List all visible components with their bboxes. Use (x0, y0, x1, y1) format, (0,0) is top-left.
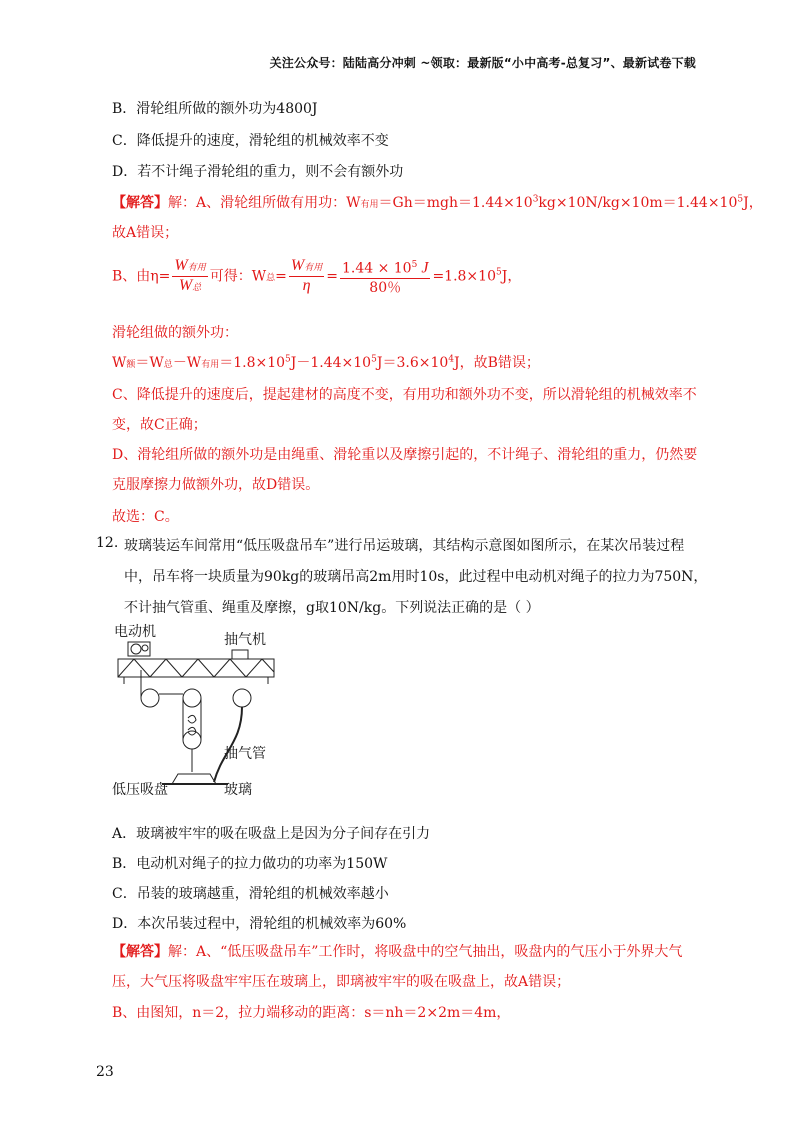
formula-text: B、由η= (112, 268, 171, 285)
q11-answer-d-2: 克服摩擦力做额外功，故D错误。 (112, 477, 320, 493)
formula-text: J， (501, 268, 522, 285)
subscript: 总 (163, 360, 173, 370)
q12-answer-b: B、由图知，n＝2，拉力端移动的距离：s＝nh＝2×2m＝4m， (112, 1005, 511, 1021)
formula-text: W (112, 355, 127, 371)
q11-extra-title: 滑轮组做的额外功： (112, 325, 238, 341)
superscript: 5 (411, 260, 418, 270)
formula-var: W (174, 256, 188, 274)
answer-tag: 【解答】 (112, 195, 168, 211)
suction-tube (214, 707, 242, 782)
formula-text: = (326, 268, 338, 285)
q12-stem-1: 玻璃装运车间常用“低压吸盘吊车”进行吊运玻璃，其结构示意图如图所示，在某次吊装过程 (124, 538, 685, 554)
subscript: 总 (266, 273, 276, 284)
subscript: 额 (126, 360, 136, 370)
fig-label-sucker: 低压吸盘 (112, 782, 168, 798)
q11-answer-b-formula (112, 256, 521, 297)
page-header: 关注公众号：陆陆高分冲刺 ~领取：最新版“小中高考-总复习”、最新试卷下载 (269, 56, 696, 70)
q12-answer-a-1 (112, 941, 682, 961)
superscript: 5 (285, 354, 291, 365)
formula-number: 80％ (369, 279, 402, 296)
formula-text: 可得：W (209, 268, 267, 285)
subscript: 有用 (187, 261, 206, 272)
q11-answer-a-end: 故A错误； (112, 225, 179, 241)
superscript: 5 (371, 354, 377, 365)
q12-option-a: A．玻璃被牢牢的吸在吸盘上是因为分子间存在引力 (112, 826, 431, 842)
q11-choice: 故选：C。 (112, 509, 179, 525)
answer-tag: 【解答】 (112, 944, 168, 960)
formula-unit: J (417, 259, 429, 277)
q11-option-d: D．若不计绳子滑轮组的重力，则不会有额外功 (112, 164, 404, 180)
q12-option-b: B．电动机对绳子的拉力做功的功率为150W (112, 856, 388, 872)
superscript: 5 (495, 267, 502, 278)
q12-stem-3: 不计抽气管重、绳重及摩擦，g取10N/kg。下列说法正确的是（ ） (124, 600, 540, 616)
fig-label-tube: 抽气管 (224, 746, 266, 762)
ans-text: J， (743, 195, 763, 211)
fraction-useful-over-total (172, 257, 207, 296)
subscript: 有用 (360, 200, 379, 210)
page-number: 23 (96, 1064, 114, 1080)
formula-number: 1.44 × 10 (341, 260, 412, 277)
formula-text: ＝1.8×10 (219, 355, 286, 371)
q11-extra-work (112, 352, 540, 372)
subscript: 有用 (304, 262, 323, 273)
fraction-numeric (340, 256, 430, 297)
ans-text: kg×10N/kg×10m＝1.44×10 (538, 195, 738, 211)
formula-text: －W (172, 355, 202, 371)
q11-option-c: C．降低提升的速度，滑轮组的机械效率不变 (112, 133, 389, 149)
q11-answer-a (112, 192, 763, 212)
subscript: 有用 (201, 360, 220, 370)
fig-label-motor: 电动机 (114, 624, 156, 640)
formula-text: ＝W (135, 355, 164, 371)
fig-label-glass: 玻璃 (224, 782, 252, 798)
superscript: 3 (532, 194, 539, 205)
fig-label-pump: 抽气机 (224, 632, 266, 648)
q12-number: 12. (96, 535, 119, 551)
q11-answer-c-2: 变，故C正确； (112, 417, 207, 433)
q12-answer-a-2: 压，大气压将吸盘牢牢压在玻璃上，即璃被牢牢的吸在吸盘上，故A错误； (112, 974, 571, 990)
q12-option-d: D．本次吊装过程中，滑轮组的机械效率为60% (112, 916, 407, 932)
q11-option-b: B．滑轮组所做的额外功为4800J (112, 101, 318, 117)
q11-answer-d-1: D、滑轮组所做的额外功是由绳重、滑轮重以及摩擦引起的，不计绳子、滑轮组的重力，仍然要 (112, 447, 698, 463)
motor-icon (128, 642, 150, 656)
ans-text: 解：A、“低压吸盘吊车”工作时，将吸盘中的空气抽出，吸盘内的气压小于外界大气 (168, 944, 683, 960)
sucker-glass (162, 774, 228, 784)
formula-text: = (275, 268, 287, 285)
formula-text: J，故B错误； (454, 355, 540, 371)
q11-answer-c-1: C、降低提升的速度后，提起建材的高度不变，有用功和额外功不变，所以滑轮组的机械效率不 (112, 387, 697, 403)
crane-diagram (112, 622, 282, 802)
q12-stem-2: 中，吊车将一块质量为90kg的玻璃吊高2m用时10s，此过程中电动机对绳子的拉力为750N， (124, 569, 708, 585)
pump-icon (232, 650, 248, 659)
formula-text: J＝3.6×10 (376, 355, 449, 371)
subscript: 总 (192, 281, 202, 292)
superscript: 5 (737, 194, 744, 205)
ans-text: 解：A、滑轮组所做有用功：W (168, 195, 361, 211)
superscript: 4 (448, 354, 454, 365)
formula-var: η (302, 277, 311, 295)
fraction-useful-over-eta (289, 257, 324, 295)
formula-text: =1.8×10 (432, 268, 496, 285)
formula-var: W (290, 257, 305, 275)
ans-text: ＝Gh＝mgh＝1.44×10 (378, 195, 533, 211)
formula-text: J－1.44×10 (290, 355, 372, 371)
q12-option-c: C．吊装的玻璃越重，滑轮组的机械效率越小 (112, 886, 389, 902)
formula-var: W (178, 276, 193, 294)
